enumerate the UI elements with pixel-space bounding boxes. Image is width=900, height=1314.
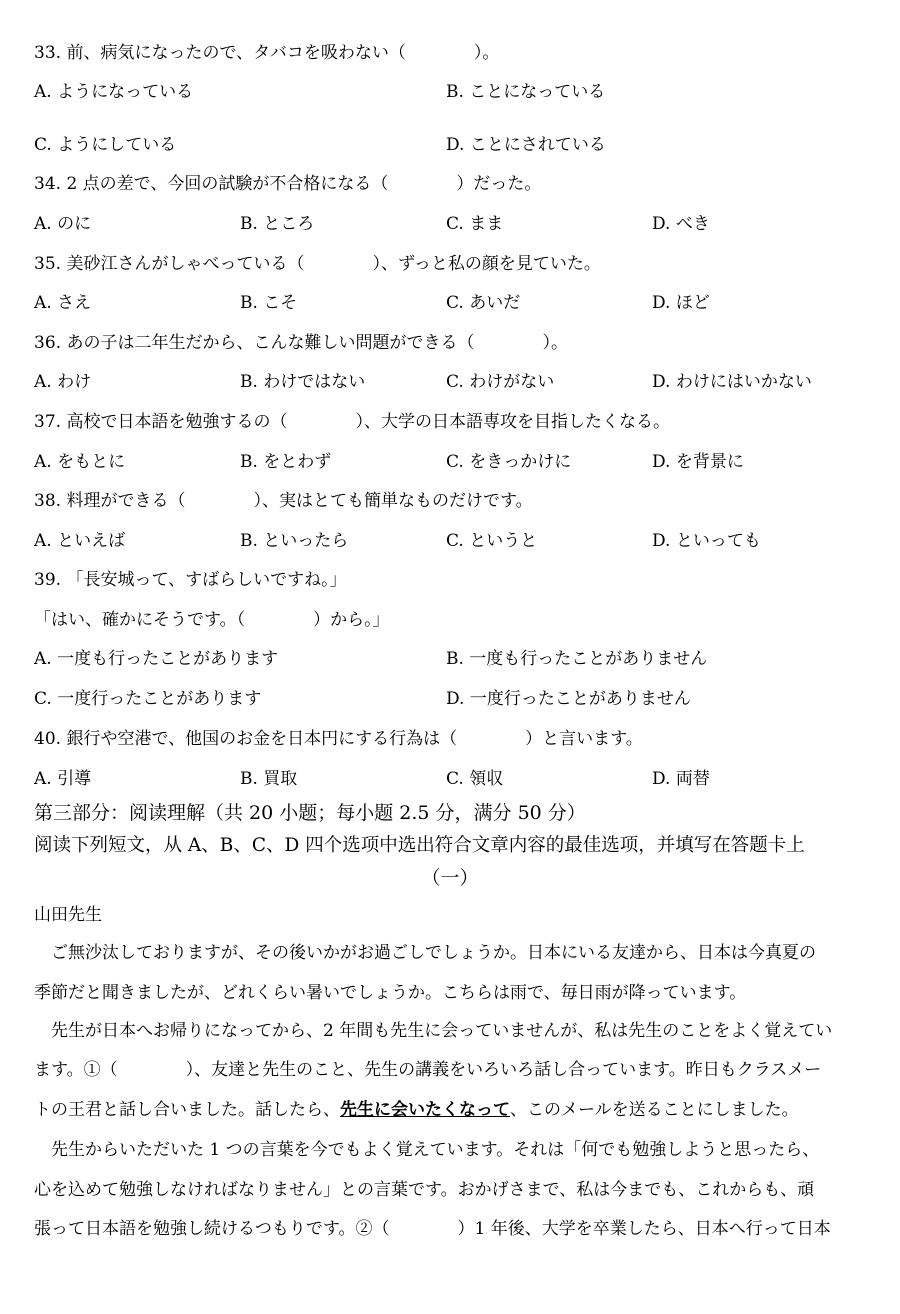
underlined-phrase: 先生に会いたくなって [340,1100,510,1120]
passage-line: 先生が日本へお帰りになってから、2 年間も先生に会っていませんが、私は先生のことをよく覚えてい [34,1021,833,1041]
section-title: 第三部分：阅读理解（共 20 小题；每小题 2.5 分，满分 50 分） [34,802,586,824]
q38-option-d: D. といっても [652,531,761,551]
question-40-stem: 40. 銀行や空港で、他国のお金を日本円にする行為は（ ）と言います。 [34,729,643,749]
passage-number: （一） [421,867,479,889]
q35-option-b: B. こそ [240,293,298,313]
q37-option-a: A. をもとに [34,452,126,472]
q36-option-b: B. わけではない [240,372,366,392]
q40-option-d: D. 両替 [652,769,710,789]
passage-line: ます。①（ ）、友達と先生のこと、先生の講義をいろいろ話し合っています。昨日もクラスメー [34,1060,822,1080]
q39-option-d: D. 一度行ったことがありません [446,689,691,709]
question-37-stem: 37. 高校で日本語を勉強するの（ ）、大学の日本語専攻を目指したくなる。 [34,412,670,432]
question-36-stem: 36. あの子は二年生だから、こんな難しい問題ができる（ ）。 [34,333,568,353]
passage-line: 先生からいただいた 1 つの言葉を今でもよく覚えています。それは「何でも勉強しようと思ったら、 [34,1140,820,1160]
passage-line: 心を込めて勉強しなければなりません」との言葉です。おかげさまで、私は今までも、これからも、頑 [34,1180,815,1200]
q39-option-c: C. 一度行ったことがあります [34,689,262,709]
q36-option-c: C. わけがない [446,372,555,392]
question-35-stem: 35. 美砂江さんがしゃべっている（ ）、ずっと私の顔を見ていた。 [34,254,601,274]
q39-option-a: A. 一度も行ったことがあります [34,649,279,669]
q40-option-b: B. 買取 [240,769,298,789]
q33-option-a: A. ようになっている [34,82,194,102]
passage-text: 、このメールを送ることにしました。 [510,1100,799,1120]
section-instruction: 阅读下列短文，从 A、B、C、D 四个选项中选出符合文章内容的最佳选项，并填写在答题卡上 [34,835,805,856]
question-39-stem: 39. 「長安城って、すばらしいですね。」 [34,570,347,590]
q35-option-a: A. さえ [34,293,92,313]
q38-option-b: B. といったら [240,531,349,551]
passage-text: トの王君と話し合いました。話したら、 [34,1100,340,1120]
q39-option-b: B. 一度も行ったことがありません [446,649,708,669]
passage-line: 張って日本語を勉強し続けるつもりです。②（ ）1 年後、大学を卒業したら、日本へ行って日本 [34,1219,831,1239]
q36-option-a: A. わけ [34,372,92,392]
question-33-stem: 33. 前、病気になったので、タバコを吸わない（ ）。 [34,43,500,63]
q36-option-d: D. わけにはいかない [652,372,812,392]
q38-option-a: A. といえば [34,531,126,551]
q34-option-b: B. ところ [240,214,315,234]
q34-option-c: C. まま [446,214,504,234]
q34-option-a: A. のに [34,214,92,234]
q33-option-c: C. ようにしている [34,135,177,155]
q37-option-b: B. をとわず [240,452,332,472]
q33-option-b: B. ことになっている [446,82,606,102]
q40-option-a: A. 引導 [34,769,92,789]
q40-option-c: C. 領収 [446,769,504,789]
q35-option-c: C. あいだ [446,293,521,313]
q33-option-d: D. ことにされている [446,135,606,155]
question-39-stem-reply: 「はい、確かにそうです。（ ）から。」 [34,610,390,630]
q37-option-d: D. を背景に [652,452,744,472]
q35-option-d: D. ほど [652,293,710,313]
q37-option-c: C. をきっかけに [446,452,572,472]
passage-line: 季節だと聞きましたが、どれくらい暑いでしょうか。こちらは雨で、毎日雨が降っています。 [34,983,747,1003]
q38-option-c: C. というと [446,531,538,551]
passage-salutation: 山田先生 [34,905,102,925]
passage-line [34,1099,864,1121]
q34-option-d: D. べき [652,214,710,234]
question-34-stem: 34. 2 点の差で、今回の試験が不合格になる（ ）だった。 [34,174,542,194]
question-38-stem: 38. 料理ができる（ ）、実はとても簡単なものだけです。 [34,491,533,511]
passage-line: ご無沙汰しておりますが、その後いかがお過ごしでしょうか。日本にいる友達から、日本は今真夏の [34,943,816,963]
